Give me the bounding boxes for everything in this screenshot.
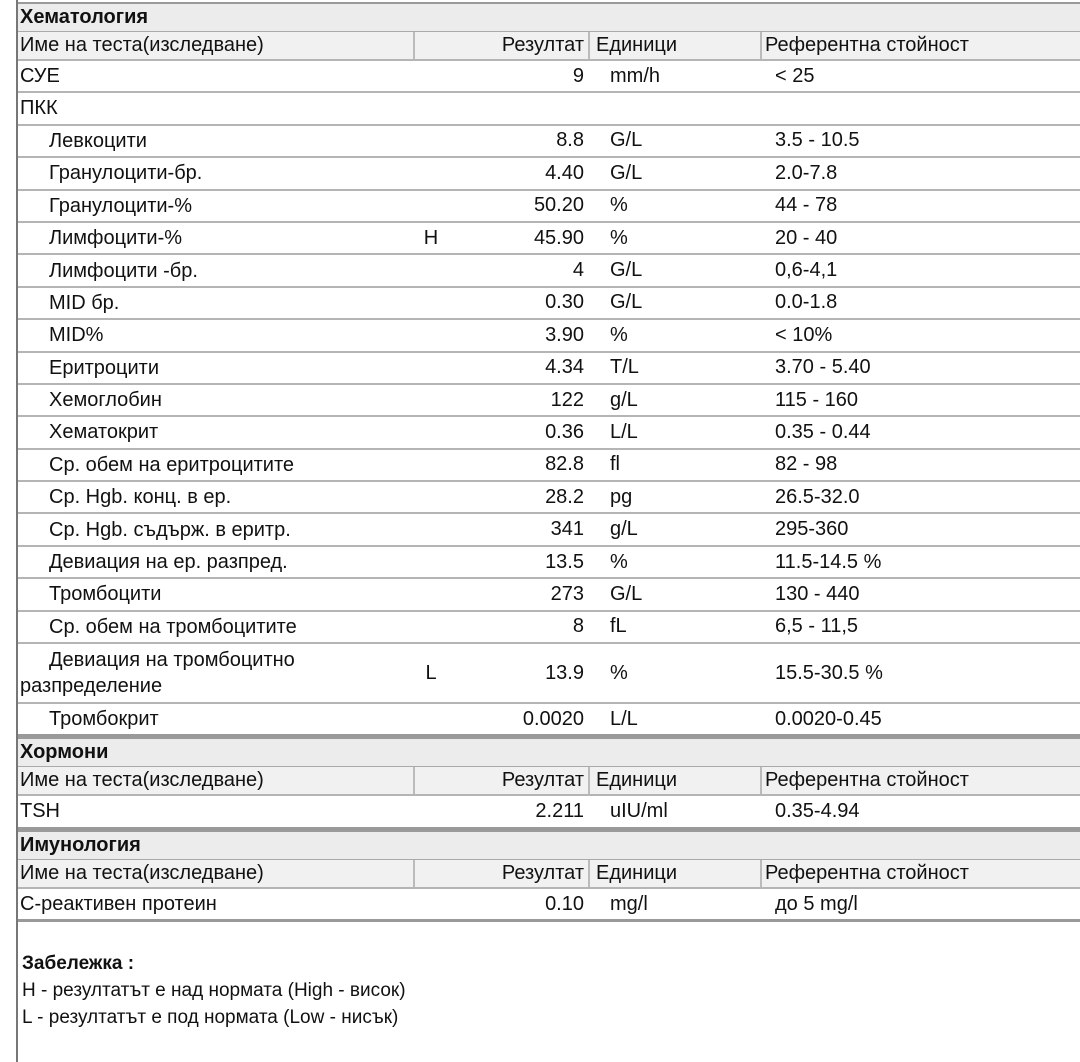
- reference-range-text: 20 - 40: [775, 226, 838, 249]
- result-units: [610, 255, 770, 285]
- table-row: [18, 796, 1080, 829]
- reference-range-text: 0.0-1.8: [775, 291, 838, 314]
- table-row: [18, 889, 1080, 922]
- result-value-text: 45.90: [533, 226, 584, 249]
- result-units-text: L/L: [610, 707, 638, 730]
- result-units-text: %: [610, 550, 628, 573]
- test-name-text: MID%: [49, 324, 104, 347]
- test-name: [20, 579, 412, 609]
- result-value-text: 82.8: [545, 453, 584, 476]
- result-value: [438, 191, 584, 221]
- reference-range-text: 0,6-4,1: [775, 259, 838, 282]
- result-units-text: L/L: [610, 420, 638, 443]
- table-row: [18, 126, 1080, 158]
- col-header-result-text: Резултат: [501, 861, 584, 884]
- test-name: [20, 353, 412, 383]
- result-units-text: fL: [610, 615, 627, 638]
- test-name: [20, 93, 412, 123]
- result-units: [610, 417, 770, 447]
- test-name-text: Хематокрит: [49, 421, 159, 444]
- reference-range-text: 0.35 - 0.44: [775, 420, 871, 443]
- table-row: [18, 417, 1080, 449]
- result-units-text: %: [610, 661, 628, 684]
- result-value: [438, 93, 584, 123]
- table-row: [18, 255, 1080, 287]
- test-name: [20, 126, 412, 156]
- result-value-text: 8: [572, 615, 584, 638]
- note-title: Забележка :: [22, 953, 135, 974]
- result-units-text: uIU/ml: [610, 800, 668, 823]
- test-name-text: Ср. обем на тромбоцитите: [49, 615, 297, 638]
- reference-range: [775, 796, 1075, 826]
- reference-range: [775, 288, 1075, 318]
- test-name: [20, 61, 412, 91]
- test-name: [20, 644, 412, 702]
- result-units: [610, 126, 770, 156]
- reference-range: [775, 385, 1075, 415]
- legend-note: [22, 950, 406, 1031]
- test-name: [20, 320, 412, 350]
- test-name: [20, 255, 412, 285]
- result-value-text: 3.90: [545, 323, 584, 346]
- test-name-text: Ср. обем на еритроцитите: [49, 453, 295, 476]
- test-name-text: Девиация на ер. разпред.: [49, 551, 288, 574]
- column-divider: [760, 860, 762, 887]
- result-units-text: G/L: [610, 161, 643, 184]
- reference-range: [775, 417, 1075, 447]
- section-1: [18, 737, 1080, 829]
- col-header-name: [20, 767, 412, 794]
- result-value: [438, 482, 584, 512]
- test-name-text: Ср. Hgb. конц. в ер.: [49, 486, 232, 509]
- table-row: [18, 579, 1080, 611]
- result-value-text: 0.30: [545, 291, 584, 314]
- col-header-reference-text: Референтна стойност: [765, 769, 969, 792]
- section-title: Хормони: [18, 739, 1080, 767]
- result-units: [610, 612, 770, 642]
- table-row: [18, 612, 1080, 644]
- reference-range: [775, 191, 1075, 221]
- table-row: [18, 644, 1080, 704]
- reference-range: [775, 158, 1075, 188]
- test-name-text: Левкоцити: [49, 129, 147, 152]
- reference-range-text: 2.0-7.8: [775, 161, 838, 184]
- test-name: [20, 482, 412, 512]
- result-value-text: 273: [550, 582, 584, 605]
- result-value: [438, 579, 584, 609]
- test-name-text: Девиация на тромбоцитно разпределение: [20, 649, 295, 698]
- result-units-text: G/L: [610, 291, 643, 314]
- test-name-text: Гранулоцити-%: [49, 194, 192, 217]
- result-value-text: 8.8: [556, 129, 584, 152]
- result-value: [438, 796, 584, 826]
- reference-range: [775, 320, 1075, 350]
- table-row: [18, 482, 1080, 514]
- result-units-text: G/L: [610, 582, 643, 605]
- section-title: Имунология: [18, 832, 1080, 860]
- col-header-reference-text: Референтна стойност: [765, 861, 969, 884]
- table-row: [18, 450, 1080, 482]
- result-value: [438, 385, 584, 415]
- reference-range: [775, 126, 1075, 156]
- result-value: [438, 126, 584, 156]
- test-name-text: Тромбокрит: [49, 708, 159, 731]
- result-units: [610, 223, 770, 253]
- result-value: [438, 320, 584, 350]
- reference-range: [775, 482, 1075, 512]
- test-name-text: С-реактивен протеин: [20, 892, 217, 915]
- reference-range: [775, 644, 1075, 702]
- result-units: [610, 482, 770, 512]
- col-header-units-text: Единици: [596, 34, 678, 56]
- column-divider: [413, 32, 415, 59]
- reference-range: [775, 579, 1075, 609]
- test-name: [20, 385, 412, 415]
- result-value-text: 0.0020: [522, 707, 584, 730]
- result-value: [438, 61, 584, 91]
- result-units-text: g/L: [610, 518, 638, 541]
- result-units-text: %: [610, 323, 628, 346]
- reference-range-text: 295-360: [775, 518, 849, 541]
- result-value: [438, 417, 584, 447]
- result-units-text: mm/h: [610, 64, 660, 87]
- result-units-text: mg/l: [610, 892, 648, 915]
- test-name-text: Лимфоцити -бр.: [49, 259, 198, 282]
- results-tables: [18, 2, 1080, 922]
- reference-range-text: 6,5 - 11,5: [775, 615, 859, 638]
- reference-range-text: 11.5-14.5 %: [775, 550, 882, 573]
- test-name: [20, 796, 412, 826]
- test-name-text: СУЕ: [20, 64, 60, 87]
- column-header-row: [18, 32, 1080, 61]
- reference-range-text: 15.5-30.5 %: [775, 661, 883, 684]
- column-divider: [413, 860, 415, 887]
- test-name-text: ПКК: [20, 97, 58, 120]
- col-header-units-text: Единици: [596, 769, 678, 792]
- column-divider: [588, 860, 590, 887]
- col-header-units: [596, 32, 756, 59]
- col-header-units-text: Единици: [596, 861, 678, 884]
- result-units-text: G/L: [610, 129, 643, 152]
- result-units: [610, 450, 770, 480]
- table-row: [18, 385, 1080, 417]
- result-units: [610, 385, 770, 415]
- table-row: [18, 320, 1080, 352]
- test-name: [20, 450, 412, 480]
- reference-range-text: 0.0020-0.45: [775, 707, 882, 730]
- col-header-result-text: Резултат: [501, 769, 584, 792]
- result-value: [438, 288, 584, 318]
- result-units: [610, 579, 770, 609]
- test-name: [20, 417, 412, 447]
- result-units: [610, 644, 770, 702]
- table-row: [18, 704, 1080, 737]
- test-name-text: Лимфоцити-%: [49, 227, 183, 250]
- section-0: [18, 2, 1080, 737]
- result-units: [610, 704, 770, 734]
- reference-range-text: 3.70 - 5.40: [775, 356, 871, 379]
- result-units: [610, 191, 770, 221]
- col-header-result: [438, 860, 584, 887]
- reference-range: [775, 612, 1075, 642]
- test-name: [20, 288, 412, 318]
- test-name: [20, 223, 412, 253]
- result-value-text: 50.20: [533, 194, 584, 217]
- result-value: [438, 644, 584, 702]
- result-value: [438, 612, 584, 642]
- result-value: [438, 514, 584, 544]
- test-name: [20, 514, 412, 544]
- result-value-text: 0.10: [545, 892, 584, 915]
- result-value-text: 13.5: [545, 550, 584, 573]
- column-divider: [588, 32, 590, 59]
- col-header-reference: [765, 32, 1065, 59]
- note-line-high: H - резултатът е над нормата (High - висок): [22, 980, 406, 1001]
- result-value: [438, 353, 584, 383]
- reference-range-text: 44 - 78: [775, 194, 838, 217]
- result-value-text: 4: [572, 259, 584, 282]
- result-units-text: fl: [610, 453, 620, 476]
- test-name-text: MID бр.: [49, 291, 120, 314]
- reference-range-text: < 25: [775, 64, 815, 87]
- column-divider: [413, 767, 415, 794]
- reference-range-text: 3.5 - 10.5: [775, 129, 860, 152]
- col-header-name-text: Име на теста(изследване): [20, 34, 264, 56]
- reference-range: [775, 889, 1075, 919]
- result-flag-text: H: [423, 226, 439, 249]
- result-units: [610, 93, 770, 123]
- result-units-text: %: [610, 194, 628, 217]
- test-name: [20, 612, 412, 642]
- reference-range: [775, 61, 1075, 91]
- result-units-text: g/L: [610, 388, 638, 411]
- test-name: [20, 191, 412, 221]
- result-value-text: 0.36: [545, 420, 584, 443]
- table-row: [18, 93, 1080, 125]
- section-title: Хематология: [18, 4, 1080, 32]
- result-value-text: 122: [550, 388, 584, 411]
- col-header-reference: [765, 860, 1065, 887]
- result-units: [610, 288, 770, 318]
- result-value-text: 4.34: [545, 356, 584, 379]
- reference-range: [775, 223, 1075, 253]
- reference-range-text: 130 - 440: [775, 582, 860, 605]
- table-row: [18, 514, 1080, 546]
- reference-range: [775, 547, 1075, 577]
- reference-range-text: 115 - 160: [775, 388, 859, 411]
- result-units: [610, 320, 770, 350]
- test-name: [20, 158, 412, 188]
- col-header-reference: [765, 767, 1065, 794]
- result-flag-text: L: [425, 661, 437, 684]
- result-units: [610, 796, 770, 826]
- column-header-row: [18, 860, 1080, 889]
- result-value: [438, 255, 584, 285]
- reference-range: [775, 704, 1075, 734]
- test-name: [20, 704, 412, 734]
- col-header-result-text: Резултат: [501, 34, 584, 56]
- table-row: [18, 223, 1080, 255]
- reference-range: [775, 450, 1075, 480]
- column-divider: [588, 767, 590, 794]
- test-name-text: Гранулоцити-бр.: [49, 162, 203, 185]
- result-units: [610, 61, 770, 91]
- reference-range: [775, 93, 1075, 123]
- column-header-row: [18, 767, 1080, 796]
- table-row: [18, 191, 1080, 223]
- note-line-low: L - резултатът е под нормата (Low - нисък): [22, 1007, 399, 1028]
- column-divider: [760, 32, 762, 59]
- col-header-result: [438, 767, 584, 794]
- result-units: [610, 353, 770, 383]
- result-value-text: 4.40: [545, 161, 584, 184]
- col-header-name: [20, 32, 412, 59]
- reference-range-text: 26.5-32.0: [775, 485, 860, 508]
- col-header-name-text: Име на теста(изследване): [20, 769, 264, 792]
- reference-range-text: до 5 mg/l: [775, 892, 858, 915]
- test-name-text: Тромбоцити: [49, 583, 162, 606]
- test-name-text: Еритроцити: [49, 356, 159, 379]
- result-value-text: 28.2: [545, 485, 584, 508]
- section-2: [18, 830, 1080, 922]
- result-value: [438, 547, 584, 577]
- table-row: [18, 547, 1080, 579]
- result-units-text: T/L: [610, 356, 639, 379]
- result-units: [610, 547, 770, 577]
- test-name: [20, 547, 412, 577]
- col-header-reference-text: Референтна стойност: [765, 34, 969, 56]
- result-units-text: G/L: [610, 259, 643, 282]
- reference-range-text: 0.35-4.94: [775, 800, 860, 823]
- result-units-text: %: [610, 226, 628, 249]
- result-units: [610, 889, 770, 919]
- table-row: [18, 353, 1080, 385]
- table-row: [18, 288, 1080, 320]
- test-name-text: Ср. Hgb. съдърж. в еритр.: [49, 518, 291, 541]
- test-name-text: TSH: [20, 800, 60, 823]
- reference-range-text: < 10%: [775, 323, 833, 346]
- result-value: [438, 704, 584, 734]
- col-header-name: [20, 860, 412, 887]
- result-value: [438, 158, 584, 188]
- test-name-text: Хемоглобин: [49, 389, 162, 412]
- reference-range: [775, 514, 1075, 544]
- reference-range: [775, 255, 1075, 285]
- test-name: [20, 889, 412, 919]
- result-value: [438, 223, 584, 253]
- reference-range-text: 82 - 98: [775, 453, 838, 476]
- col-header-units: [596, 767, 756, 794]
- reference-range: [775, 353, 1075, 383]
- col-header-result: [438, 32, 584, 59]
- result-value: [438, 889, 584, 919]
- result-units-text: pg: [610, 485, 633, 508]
- table-row: [18, 61, 1080, 93]
- result-value-text: 2.211: [535, 800, 584, 823]
- col-header-name-text: Име на теста(изследване): [20, 861, 264, 884]
- column-divider: [760, 767, 762, 794]
- result-value-text: 9: [572, 64, 584, 87]
- result-units: [610, 514, 770, 544]
- col-header-units: [596, 860, 756, 887]
- result-value: [438, 450, 584, 480]
- result-value-text: 13.9: [545, 661, 584, 684]
- result-value-text: 341: [550, 518, 584, 541]
- table-row: [18, 158, 1080, 190]
- result-units: [610, 158, 770, 188]
